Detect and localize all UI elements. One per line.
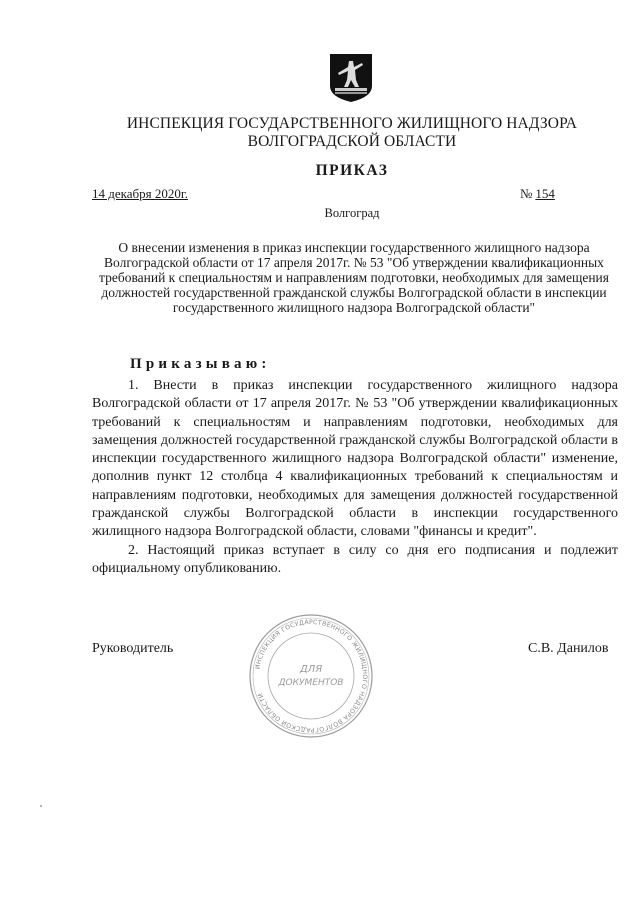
stamp-center-line2: ДОКУМЕНТОВ: [278, 678, 344, 688]
paragraph-1: 1. Внести в приказ инспекции государственного жилищного надзора Волгоградской области от 17 апреля 2017г. № 53 "Об утверждении квалификационных требований к специальностям и направлениям подготовки, необходимых для замещения должностей государственной гражданской службы Волгоградской области в инспекции государственного жилищного надзора Волгоградской области" изменение, дополнив пункт 12 столбца 4 квалификационных требований к специальностям и направлениям подготовки, необходимых для замещения должностей государственной гражданской службы Волгоградской области в инспекции государственного жилищного надзора Волгоградской области, словами "финансы и кредит".: [92, 378, 618, 540]
stamp-center-line1: ДЛЯ: [299, 664, 323, 675]
number-value: 154: [535, 186, 555, 201]
org-name-line2: ВОЛГОГРАДСКОЙ ОБЛАСТИ: [247, 133, 457, 150]
signatory-name: С.В. Данилов: [528, 641, 609, 656]
paragraph-2: 2. Настоящий приказ вступает в силу со дня его подписания и подлежит официальному опубликованию.: [92, 542, 618, 576]
order-body: [92, 377, 618, 578]
city: Волгоград: [324, 206, 380, 220]
emblem-icon: [329, 53, 373, 103]
scan-speck: [40, 805, 42, 807]
number-prefix: №: [520, 186, 533, 201]
document-title: ПРИКАЗ: [315, 162, 389, 179]
stamp-seal-icon: [247, 612, 375, 740]
svg-text:ИНСПЕКЦИЯ ГОСУДАРСТВЕННОГО ЖИЛ: [254, 619, 368, 733]
order-date: 14 декабря 2020г.: [92, 186, 188, 201]
org-name-line1: ИНСПЕКЦИЯ ГОСУДАРСТВЕННОГО ЖИЛИЩНОГО НАДЗОРА: [126, 115, 578, 132]
order-subject: О внесении изменения в приказ инспекции государственного жилищного надзора Волгоградской области от 17 апреля 2017г. № 53 "Об утверждении квалификационных требований к специальностям и направлениям подготовки, необходимых для замещения должностей государственной гражданской службы Волгоградской области в инспекции государственного жилищного надзора Волгоградской области": [99, 240, 609, 315]
order-number: [520, 186, 555, 202]
stamp-ring-text: ИНСПЕКЦИЯ ГОСУДАРСТВЕННОГО ЖИЛИЩНОГО НАДЗОРА ВОЛГОГРАДСКОЙ ОБЛАСТИ: [254, 618, 369, 734]
order-word: Приказываю:: [130, 356, 271, 372]
signatory-position: Руководитель: [92, 641, 174, 656]
official-stamp: [247, 612, 375, 740]
